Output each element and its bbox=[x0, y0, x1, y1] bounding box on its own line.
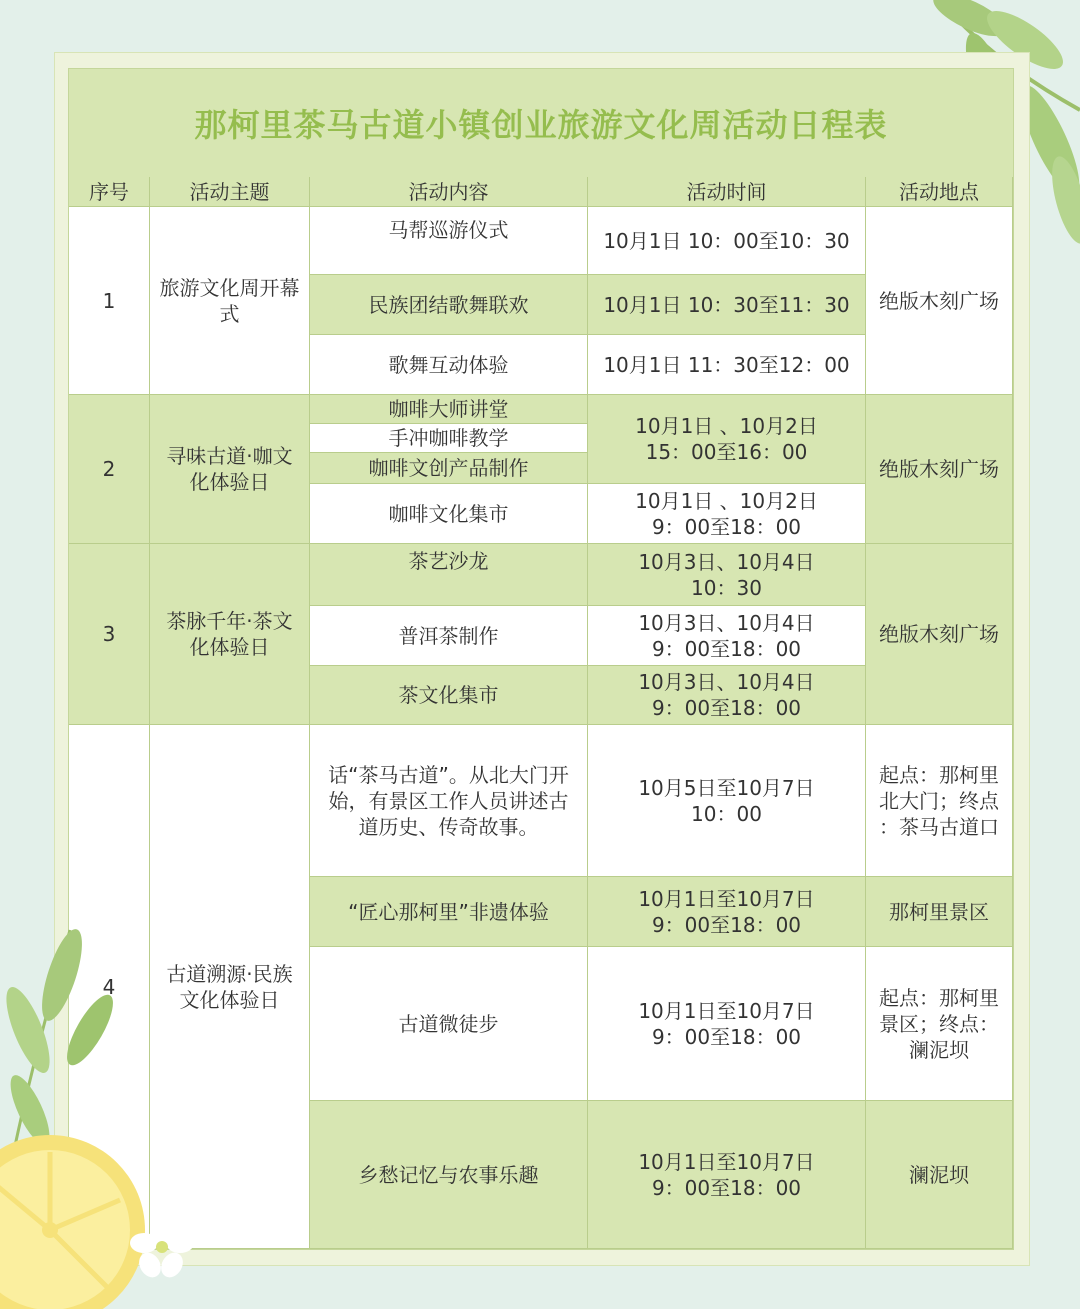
group-1-theme: 旅游文化周开幕 式 bbox=[150, 207, 310, 395]
group-2-venue: 绝版木刻广场 bbox=[866, 395, 1013, 544]
time-2: 10月1日 10：30至11：30 bbox=[588, 275, 866, 335]
group-2-no: 2 bbox=[69, 395, 150, 544]
time-7: 10月3日、10月4日 9：00至18：00 bbox=[588, 606, 866, 666]
content-4: 咖啡大师讲堂 bbox=[310, 395, 588, 424]
time-6: 10月3日、10月4日 10：30 bbox=[588, 544, 866, 606]
time-12: 10月1日至10月7日 9：00至18：00 bbox=[588, 1101, 866, 1249]
venue-4-2: 那柯里景区 bbox=[866, 877, 1013, 947]
group-4-theme: 古道溯源·民族 文化体验日 bbox=[150, 725, 310, 1249]
table-grid bbox=[69, 177, 1013, 1249]
header-no: 序号 bbox=[69, 177, 150, 207]
content-6: 咖啡文创产品制作 bbox=[310, 453, 588, 484]
time-11: 10月1日至10月7日 9：00至18：00 bbox=[588, 947, 866, 1101]
header-venue: 活动地点 bbox=[866, 177, 1013, 207]
group-3-theme: 茶脉千年·茶文 化体验日 bbox=[150, 544, 310, 725]
content-8: 茶艺沙龙 bbox=[310, 544, 588, 606]
time-5: 10月1日 、10月2日 9：00至18：00 bbox=[588, 484, 866, 544]
content-13: 古道微徒步 bbox=[310, 947, 588, 1101]
venue-4-4: 澜泥坝 bbox=[866, 1101, 1013, 1249]
time-3: 10月1日 11：30至12：00 bbox=[588, 335, 866, 395]
content-9: 普洱茶制作 bbox=[310, 606, 588, 666]
group-3-no: 3 bbox=[69, 544, 150, 725]
time-10: 10月1日至10月7日 9：00至18：00 bbox=[588, 877, 866, 947]
schedule-table bbox=[68, 68, 1014, 1250]
content-11: 话“茶马古道”。从北大门开 始，有景区工作人员讲述古 道历史、传奇故事。 bbox=[310, 725, 588, 877]
group-2-theme: 寻味古道·咖文 化体验日 bbox=[150, 395, 310, 544]
white-flower-icon bbox=[130, 1215, 194, 1279]
time-4: 10月1日 、10月2日 15：00至16：00 bbox=[588, 395, 866, 484]
time-8: 10月3日、10月4日 9：00至18：00 bbox=[588, 666, 866, 725]
title-band bbox=[69, 69, 1013, 177]
venue-4-3: 起点：那柯里 景区；终点： 澜泥坝 bbox=[866, 947, 1013, 1101]
content-14: 乡愁记忆与农事乐趣 bbox=[310, 1101, 588, 1249]
content-1: 马帮巡游仪式 bbox=[310, 207, 588, 275]
content-2: 民族团结歌舞联欢 bbox=[310, 275, 588, 335]
header-theme: 活动主题 bbox=[150, 177, 310, 207]
content-5: 手冲咖啡教学 bbox=[310, 424, 588, 453]
time-1: 10月1日 10：00至10：30 bbox=[588, 207, 866, 275]
content-7: 咖啡文化集市 bbox=[310, 484, 588, 544]
page-title: 那柯里茶马古道小镇创业旅游文化周活动日程表 bbox=[194, 106, 888, 144]
venue-4-1: 起点：那柯里 北大门；终点 ：茶马古道口 bbox=[866, 725, 1013, 877]
group-3-venue: 绝版木刻广场 bbox=[866, 544, 1013, 725]
time-9: 10月5日至10月7日 10：00 bbox=[588, 725, 866, 877]
header-content: 活动内容 bbox=[310, 177, 588, 207]
content-3: 歌舞互动体验 bbox=[310, 335, 588, 395]
group-1-venue: 绝版木刻广场 bbox=[866, 207, 1013, 395]
content-10: 茶文化集市 bbox=[310, 666, 588, 725]
group-1-no: 1 bbox=[69, 207, 150, 395]
content-12: “匠心那柯里”非遗体验 bbox=[310, 877, 588, 947]
group-4-no: 4 bbox=[69, 725, 150, 1249]
header-time: 活动时间 bbox=[588, 177, 866, 207]
